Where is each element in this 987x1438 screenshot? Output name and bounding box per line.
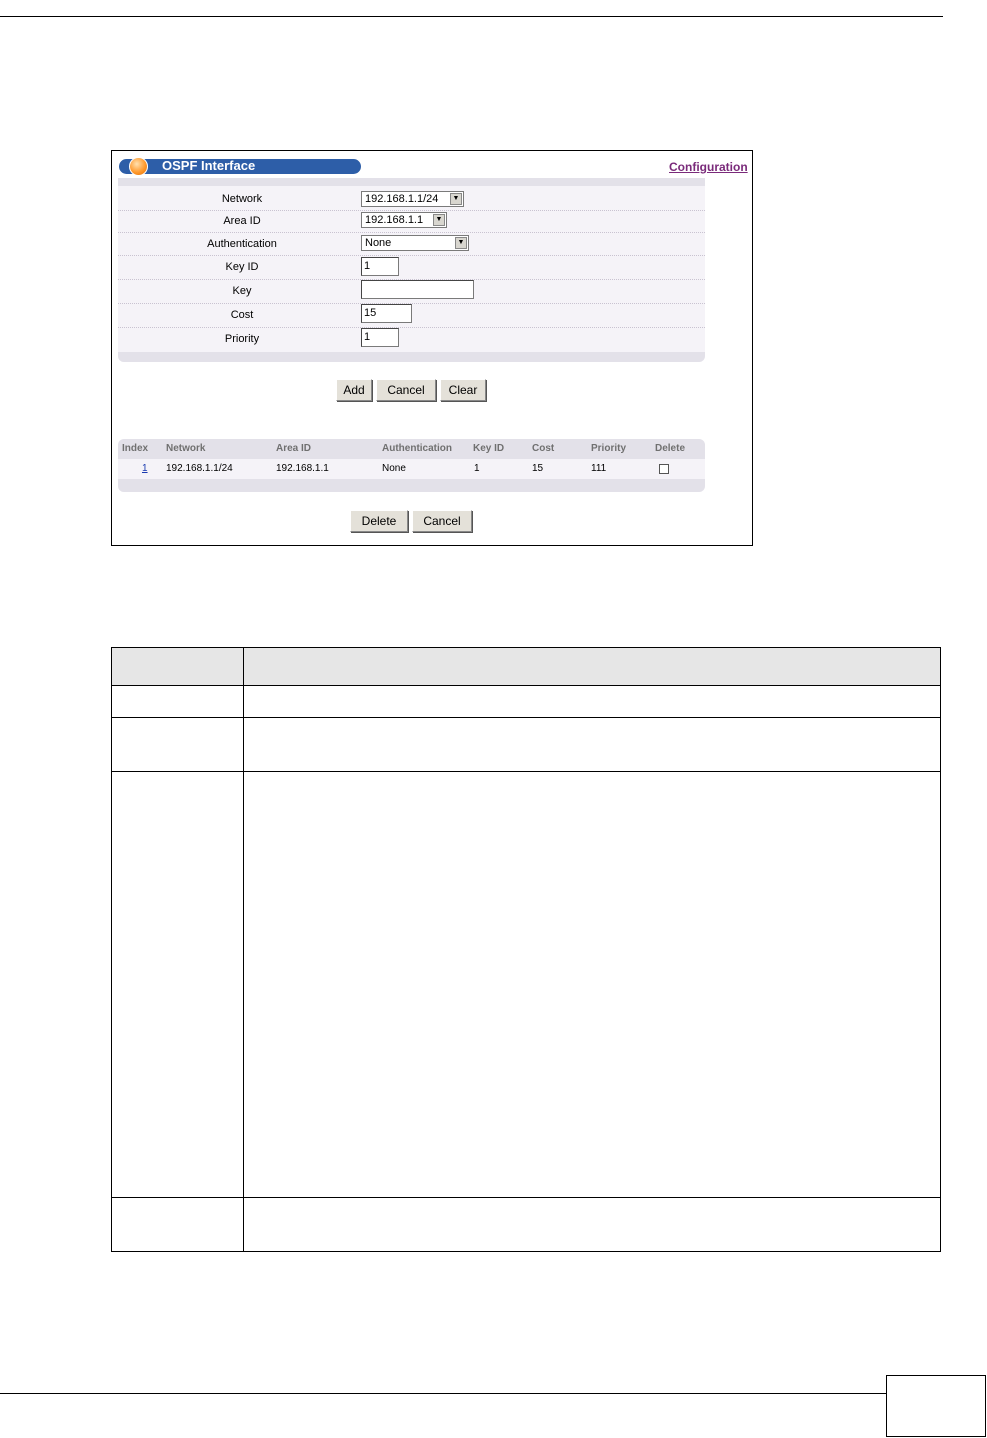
area-id-select[interactable] [361, 212, 447, 228]
network-label: Network [221, 193, 263, 205]
clear-button[interactable]: Clear [440, 379, 486, 401]
network-value: 192.168.1.1/24 [365, 193, 439, 205]
authentication-select[interactable] [361, 235, 469, 251]
table-column-divider [243, 648, 244, 1251]
row-priority: 111 [591, 463, 607, 474]
delete-button[interactable]: Delete [350, 510, 408, 532]
area-id-label: Area ID [223, 215, 261, 227]
row-area-id: 192.168.1.1 [276, 463, 329, 474]
add-button[interactable]: Add [336, 379, 372, 401]
page-number-box [886, 1375, 986, 1437]
form-row-area-id [118, 210, 705, 233]
field-description-table [111, 647, 941, 1252]
orb-icon [129, 157, 148, 176]
header-index: Index [122, 443, 149, 454]
authentication-value: None [365, 237, 392, 249]
row-key-id: 1 [474, 463, 480, 474]
key-label: Key [232, 285, 252, 297]
row-network: 192.168.1.1/24 [166, 463, 233, 474]
network-select[interactable] [361, 191, 464, 207]
header-network: Network [166, 443, 206, 454]
row-authentication: None [382, 463, 406, 474]
chevron-down-icon: ▼ [433, 214, 445, 226]
table-divider [112, 685, 940, 686]
chevron-down-icon: ▼ [450, 193, 462, 205]
row-index-link[interactable]: 1 [142, 463, 148, 474]
chevron-down-icon: ▼ [455, 237, 467, 249]
footer-rule [0, 1393, 886, 1394]
header-cost: Cost [532, 443, 555, 454]
form-panel-top-band [118, 178, 705, 186]
form-row-key-id [118, 255, 705, 280]
header-rule [0, 16, 943, 17]
cost-input[interactable]: 15 [361, 304, 412, 323]
table-divider [112, 1197, 940, 1198]
header-authentication: Authentication [382, 443, 452, 454]
screen-title: OSPF Interface [162, 158, 256, 173]
cancel-button[interactable]: Cancel [376, 379, 436, 401]
form-panel-bottom-band [118, 352, 705, 362]
list-header [118, 439, 705, 459]
table-divider [112, 717, 940, 718]
priority-label: Priority [224, 333, 260, 345]
key-id-label: Key ID [225, 261, 259, 273]
cost-label: Cost [230, 309, 254, 321]
form-row-priority [118, 327, 705, 351]
ospf-interface-screen [111, 150, 753, 546]
row-cost: 15 [532, 463, 544, 474]
form-row-cost [118, 303, 705, 328]
form-panel [118, 178, 705, 362]
bottom-cancel-button[interactable]: Cancel [412, 510, 472, 532]
header-key-id: Key ID [473, 443, 505, 454]
ospf-interface-list [118, 439, 705, 492]
delete-checkbox[interactable] [659, 464, 669, 474]
key-input[interactable] [361, 280, 474, 299]
authentication-label: Authentication [207, 238, 277, 250]
table-divider [112, 771, 940, 772]
key-id-input[interactable]: 1 [361, 257, 399, 276]
form-row-authentication [118, 232, 705, 256]
form-row-key [118, 279, 705, 304]
header-area-id: Area ID [276, 443, 312, 454]
table-header-row [112, 648, 940, 685]
form-row-network [118, 188, 705, 211]
header-priority: Priority [591, 443, 627, 454]
header-delete: Delete [655, 443, 686, 454]
configuration-link[interactable]: Configuration [669, 160, 748, 174]
priority-input[interactable]: 1 [361, 328, 399, 347]
list-footer [118, 479, 705, 492]
area-id-value: 192.168.1.1 [365, 214, 424, 226]
